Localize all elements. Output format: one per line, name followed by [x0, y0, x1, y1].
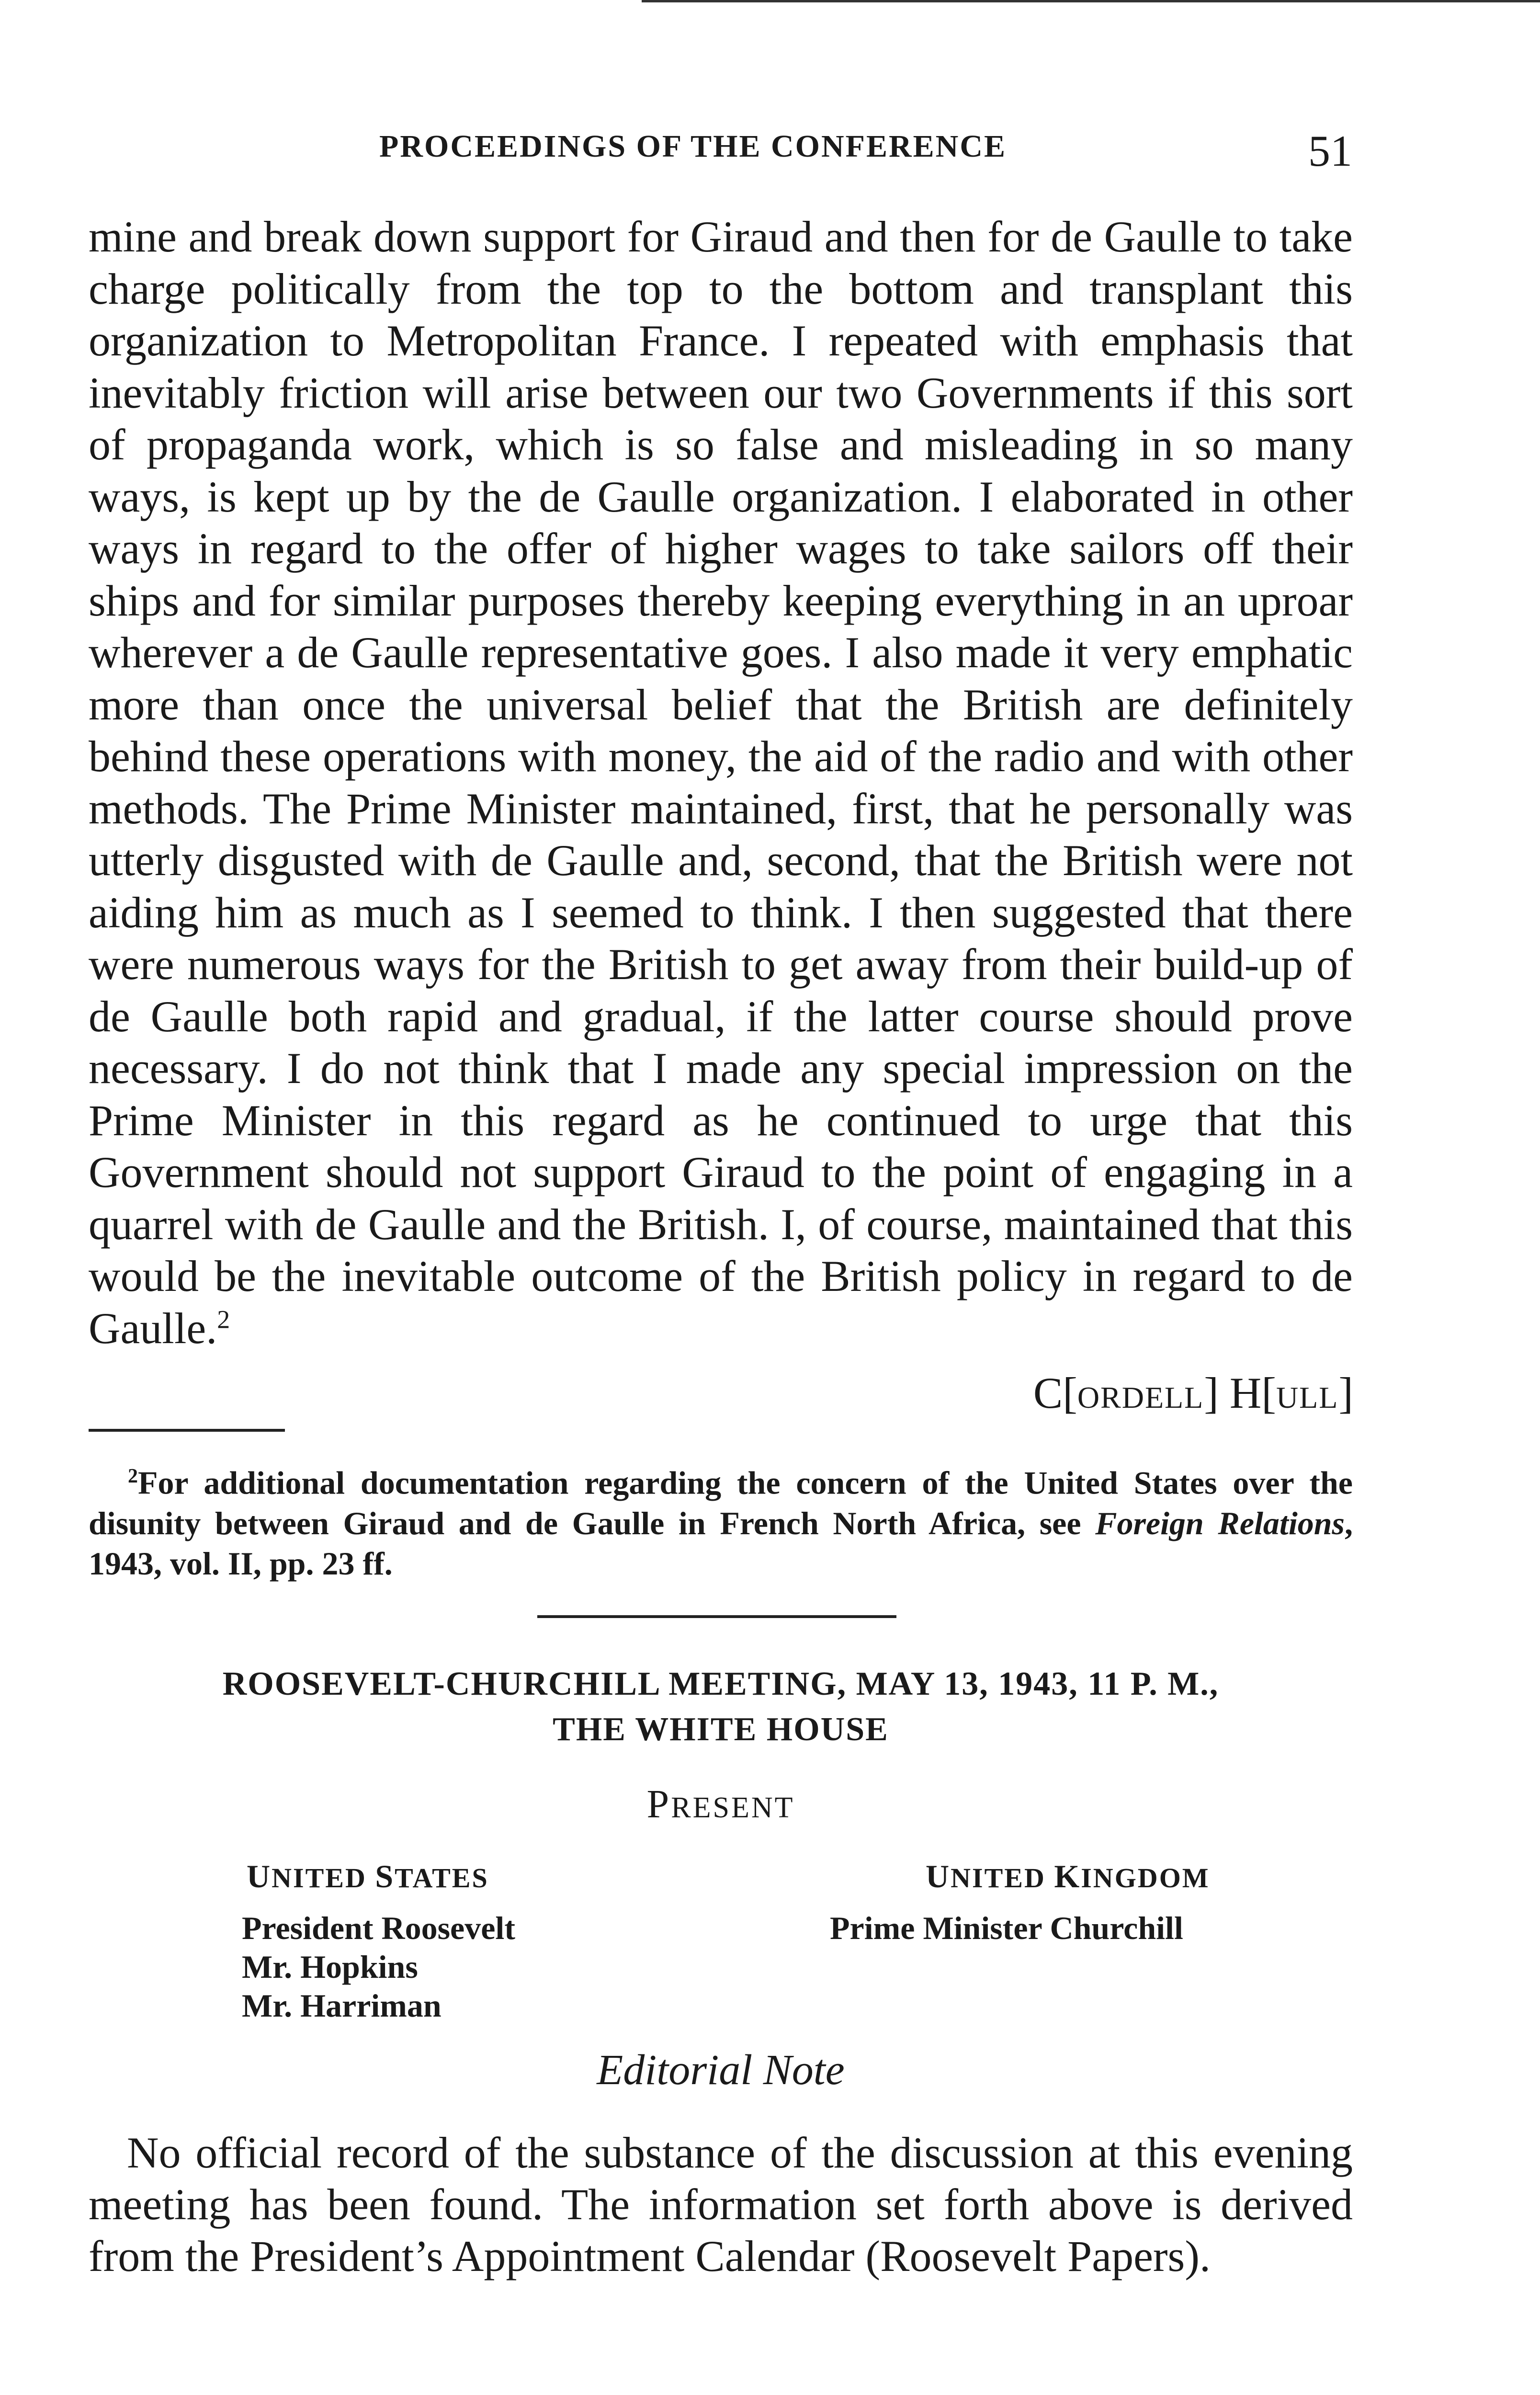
- present-heading-rest: RESENT: [671, 1791, 795, 1824]
- editorial-note-heading: Editorial Note: [597, 2046, 845, 2094]
- footnote-rule: [89, 1429, 285, 1432]
- footnote-text-after: , 1943, vol. II, pp. 23 ff.: [89, 1505, 1353, 1582]
- uk-heading-rest-1: NITED: [951, 1862, 1054, 1893]
- body-paragraph: [89, 211, 1353, 1354]
- attendee: Mr. Harriman: [242, 1987, 442, 2024]
- top-rule: [642, 0, 1540, 2]
- meeting-title-line-2: THE WHITE HOUSE: [553, 1711, 889, 1748]
- us-heading-rest-2: TATES: [395, 1862, 489, 1893]
- editorial-note-text: [89, 2127, 1353, 2282]
- us-heading-cap-1: U: [247, 1858, 272, 1894]
- signature-h-close: ]: [1338, 1369, 1353, 1417]
- us-heading-cap-2: S: [375, 1858, 395, 1894]
- meeting-title-line-1: ROOSEVELT-CHURCHILL MEETING, MAY 13, 1943, 11 P. M.,: [222, 1665, 1219, 1702]
- signature-c-initial: C[: [1033, 1369, 1077, 1417]
- uk-heading-cap-1: U: [926, 1858, 951, 1894]
- us-heading-rest-1: NITED: [272, 1862, 375, 1893]
- uk-heading-rest-2: INGDOM: [1081, 1862, 1210, 1893]
- attendee: President Roosevelt: [242, 1910, 515, 1946]
- united-states-heading: [247, 1858, 489, 1895]
- present-heading: [89, 1781, 1353, 1827]
- footnote-text-before: For additional documentation regarding the concern of the United States over the disunity between Giraud and de Gaulle in French North Africa, see: [89, 1464, 1353, 1541]
- body-paragraph-text: mine and break down support for Giraud and then for de Gaulle to take charge politically from the top to the bottom and transplant this organization to Metropolitan France. I repeated with emphasis that inevitably friction will arise between our two Governments if this sort of propaganda work, which is so false and misleading in so many ways, is kept up by the de Gaulle organization. I elaborated in other ways in regard to the offer of higher wages to take sailors off their ships and for similar purposes thereby keeping everything in an uproar wherever a de Gaulle representative goes. I also made it very emphatic more than once the universal belief that the British are definitely behind these operations with money, the aid of the radio and with other methods. The Prime Minister maintained, first, that he personally was utterly disgusted with de Gaulle and, second, that the British were not aiding him as much as I seemed to think. I then suggested that there were numerous ways for the British to get away from their build-up of de Gaulle both rapid and gradual, if the latter course should prove necessary. I do not think that I made any special impression on the Prime Minister in this regard as he continued to urge that this Government should not support Giraud to the point of engaging in a quarrel with de Gaulle and the British. I, of course, maintained that this would be the inevitable outcome of the British policy in regard to de Gaulle.: [89, 212, 1353, 1353]
- footnote-reference[interactable]: 2: [217, 1304, 230, 1334]
- attendee: Mr. Hopkins: [242, 1949, 418, 1985]
- footnote: [89, 1456, 1353, 1584]
- section-divider: [537, 1615, 896, 1618]
- signature-c-close: ]: [1204, 1369, 1219, 1417]
- uk-heading-cap-2: K: [1054, 1858, 1081, 1894]
- signature-h-initial: H[: [1229, 1369, 1276, 1417]
- page-number: 51: [1308, 126, 1352, 175]
- footnote-marker: 2: [128, 1465, 138, 1487]
- meeting-title: [89, 1661, 1353, 1752]
- united-kingdom-heading: [926, 1858, 1210, 1895]
- united-kingdom-attendees: [830, 1909, 1183, 1948]
- attendee: Prime Minister Churchill: [830, 1910, 1183, 1946]
- signature: [1033, 1368, 1353, 1418]
- signature-h-rest: ULL: [1276, 1380, 1339, 1414]
- editorial-note-paragraph: No official record of the substance of the discussion at this evening meeting has been found. The information set forth above is derived from the President’s Appointment Calendar (Roosevelt Papers).: [89, 2128, 1353, 2281]
- present-heading-cap: P: [646, 1782, 671, 1826]
- footnote-italic-title: Foreign Relations: [1095, 1505, 1345, 1541]
- running-head: PROCEEDINGS OF THE CONFERENCE: [379, 129, 1007, 164]
- signature-c-rest: ORDELL: [1077, 1380, 1204, 1414]
- united-states-attendees: [242, 1909, 515, 2025]
